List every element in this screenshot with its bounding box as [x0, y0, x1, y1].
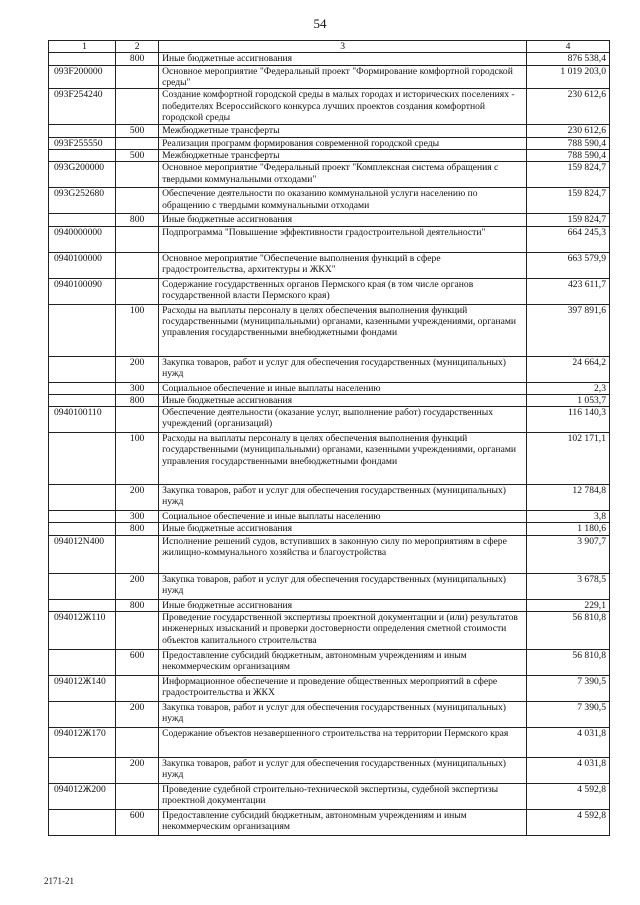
row-amount: 4 031,8 [527, 728, 610, 758]
row-code [49, 433, 116, 485]
table-row [49, 523, 610, 535]
row-name: Основное мероприятие "Федеральный проект "Формирование комфортной городской среды" [159, 65, 527, 89]
row-code [49, 125, 116, 137]
row-expense-type: 200 [116, 573, 159, 599]
table-row [49, 728, 610, 758]
row-amount: 2,3 [527, 382, 610, 394]
row-code: 093G200000 [49, 162, 116, 188]
row-expense-type: 500 [116, 149, 159, 161]
row-name: Расходы на выплаты персоналу в целях обеспечения выполнения функций государственными (муниципальными) органами, казенными учреждениями, органами управления государственными внебюджетными фондами [159, 304, 527, 356]
row-amount: 423 611,7 [527, 278, 610, 304]
row-name: Межбюджетные трансферты [159, 125, 527, 137]
table-row [49, 702, 610, 728]
row-name: Закупка товаров, работ и услуг для обеспечения государственных (муниципальных) нужд [159, 702, 527, 728]
table-row [49, 573, 610, 599]
row-code: 094012N400 [49, 535, 116, 573]
row-name: Иные бюджетные ассигнования [159, 523, 527, 535]
table-row [49, 89, 610, 125]
table-row [49, 433, 610, 485]
table-row [49, 162, 610, 188]
row-expense-type [116, 784, 159, 810]
row-name: Закупка товаров, работ и услуг для обеспечения государственных (муниципальных) нужд [159, 573, 527, 599]
row-amount: 230 612,6 [527, 89, 610, 125]
row-amount: 3 678,5 [527, 573, 610, 599]
row-expense-type [116, 252, 159, 278]
row-code: 0940100000 [49, 252, 116, 278]
row-expense-type: 800 [116, 214, 159, 226]
row-name: Иные бюджетные ассигнования [159, 599, 527, 611]
table-row [49, 599, 610, 611]
row-expense-type: 800 [116, 394, 159, 406]
row-name: Межбюджетные трансферты [159, 149, 527, 161]
row-expense-type: 600 [116, 650, 159, 676]
row-amount: 4 031,8 [527, 758, 610, 784]
table-row [49, 65, 610, 89]
row-expense-type [116, 137, 159, 149]
row-name: Предоставление субсидий бюджетным, автономным учреждениям и иным некоммерческим организациям [159, 810, 527, 836]
row-amount: 788 590,4 [527, 137, 610, 149]
row-amount: 3,8 [527, 511, 610, 523]
row-name: Предоставление субсидий бюджетным, автономным учреждениям и иным некоммерческим организациям [159, 650, 527, 676]
row-name: Основное мероприятие "Федеральный проект "Комплексная система обращения с твердыми коммунальными отходами" [159, 162, 527, 188]
row-name: Закупка товаров, работ и услуг для обеспечения государственных (муниципальных) нужд [159, 758, 527, 784]
row-amount: 24 664,2 [527, 356, 610, 382]
row-expense-type [116, 89, 159, 125]
row-expense-type: 200 [116, 485, 159, 511]
row-code [49, 523, 116, 535]
table-row [49, 758, 610, 784]
row-code: 093G252680 [49, 188, 116, 214]
row-amount: 102 171,1 [527, 433, 610, 485]
row-amount: 159 824,7 [527, 188, 610, 214]
row-code: 0940100090 [49, 278, 116, 304]
table-row [49, 535, 610, 573]
row-code [49, 702, 116, 728]
row-amount: 4 592,8 [527, 784, 610, 810]
row-code [49, 356, 116, 382]
row-amount: 1 053,7 [527, 394, 610, 406]
row-amount: 876 538,4 [527, 53, 610, 65]
row-amount: 7 390,5 [527, 702, 610, 728]
row-name: Создание комфортной городской среды в малых городах и исторических поселениях - победителях Всероссийского конкурса лучших проектов создания комфортной городской среды [159, 89, 527, 125]
header-col-1: 1 [49, 41, 116, 53]
row-expense-type: 200 [116, 758, 159, 784]
row-code: 0940100110 [49, 407, 116, 433]
row-amount: 12 784,8 [527, 485, 610, 511]
row-expense-type [116, 278, 159, 304]
table-row [49, 612, 610, 650]
row-code: 093F200000 [49, 65, 116, 89]
row-code: 0940000000 [49, 226, 116, 252]
row-name: Основное мероприятие "Обеспечение выполнения функций в сфере градостроительства, архитектуры и ЖКХ" [159, 252, 527, 278]
row-amount: 229,1 [527, 599, 610, 611]
row-name: Содержание объектов незавершенного строительства на территории Пермского края [159, 728, 527, 758]
row-amount: 159 824,7 [527, 162, 610, 188]
row-expense-type [116, 728, 159, 758]
row-code: 094012Ж110 [49, 612, 116, 650]
table-row [49, 188, 610, 214]
row-expense-type [116, 226, 159, 252]
row-code [49, 382, 116, 394]
row-code: 094012Ж140 [49, 676, 116, 702]
table-row [49, 252, 610, 278]
row-name: Иные бюджетные ассигнования [159, 394, 527, 406]
row-expense-type [116, 65, 159, 89]
row-amount: 7 390,5 [527, 676, 610, 702]
table-row [49, 53, 610, 65]
row-code [49, 149, 116, 161]
row-expense-type: 100 [116, 433, 159, 485]
row-name: Проведение судебной строительно-технической экспертизы, судебной экспертизы проектной документации [159, 784, 527, 810]
row-amount: 1 019 203,0 [527, 65, 610, 89]
table-row [49, 485, 610, 511]
table-row [49, 407, 610, 433]
row-code [49, 214, 116, 226]
table-header-row [49, 41, 610, 53]
row-code [49, 650, 116, 676]
header-col-3: 3 [159, 41, 527, 53]
row-code [49, 573, 116, 599]
row-expense-type: 800 [116, 53, 159, 65]
row-expense-type [116, 162, 159, 188]
row-code [49, 394, 116, 406]
row-code [49, 485, 116, 511]
row-amount: 788 590,4 [527, 149, 610, 161]
table-row [49, 137, 610, 149]
row-name: Расходы на выплаты персоналу в целях обеспечения выполнения функций государственными (муниципальными) органами, казенными учреждениями, органами управления государственными внебюджетными фондами [159, 433, 527, 485]
row-expense-type [116, 612, 159, 650]
row-name: Обеспечение деятельности (оказание услуг, выполнение работ) государственных учреждений (организаций) [159, 407, 527, 433]
row-code [49, 599, 116, 611]
row-code [49, 304, 116, 356]
row-expense-type: 100 [116, 304, 159, 356]
row-amount: 3 907,7 [527, 535, 610, 573]
table-row [49, 214, 610, 226]
row-amount: 664 245,3 [527, 226, 610, 252]
table-row [49, 125, 610, 137]
table-row [49, 784, 610, 810]
table-row [49, 356, 610, 382]
row-expense-type: 200 [116, 356, 159, 382]
row-name: Иные бюджетные ассигнования [159, 53, 527, 65]
row-code: 094012Ж170 [49, 728, 116, 758]
table-row [49, 676, 610, 702]
row-expense-type [116, 676, 159, 702]
budget-table [48, 40, 610, 836]
row-amount: 116 140,3 [527, 407, 610, 433]
table-row [49, 810, 610, 836]
row-amount: 1 180,6 [527, 523, 610, 535]
row-code [49, 758, 116, 784]
row-code [49, 810, 116, 836]
row-name: Проведение государственной экспертизы проектной документации и (или) результатов инженерных изысканий и проверки достоверности определения сметной стоимости объектов капитального строительства [159, 612, 527, 650]
row-name: Закупка товаров, работ и услуг для обеспечения государственных (муниципальных) нужд [159, 485, 527, 511]
header-col-2: 2 [116, 41, 159, 53]
row-code: 094012Ж200 [49, 784, 116, 810]
row-name: Исполнение решений судов, вступивших в законную силу по мероприятиям в сфере жилищно-коммунального хозяйства и благоустройства [159, 535, 527, 573]
row-code [49, 511, 116, 523]
row-code [49, 53, 116, 65]
row-amount: 663 579,9 [527, 252, 610, 278]
row-amount: 4 592,8 [527, 810, 610, 836]
row-expense-type: 300 [116, 382, 159, 394]
page-number: 54 [313, 16, 327, 31]
row-expense-type [116, 535, 159, 573]
row-expense-type [116, 407, 159, 433]
table-row [49, 382, 610, 394]
row-expense-type: 800 [116, 599, 159, 611]
table-row [49, 394, 610, 406]
row-name: Информационное обеспечение и проведение общественных мероприятий в сфере градостроительства и ЖКХ [159, 676, 527, 702]
row-name: Закупка товаров, работ и услуг для обеспечения государственных (муниципальных) нужд [159, 356, 527, 382]
document-footer-code: 2171-21 [44, 876, 74, 886]
row-code: 093F255550 [49, 137, 116, 149]
row-expense-type: 300 [116, 511, 159, 523]
table-row [49, 226, 610, 252]
row-amount: 56 810,8 [527, 612, 610, 650]
row-expense-type: 200 [116, 702, 159, 728]
row-name: Обеспечение деятельности по оказанию коммунальной услуги населению по обращению с твердыми коммунальными отходами [159, 188, 527, 214]
row-code: 093F254240 [49, 89, 116, 125]
table-row [49, 278, 610, 304]
row-expense-type: 600 [116, 810, 159, 836]
table-row [49, 650, 610, 676]
row-amount: 56 810,8 [527, 650, 610, 676]
row-name: Подпрограмма "Повышение эффективности градостроительной деятельности" [159, 226, 527, 252]
row-name: Социальное обеспечение и иные выплаты населению [159, 382, 527, 394]
row-expense-type: 500 [116, 125, 159, 137]
table-row [49, 149, 610, 161]
row-amount: 159 824,7 [527, 214, 610, 226]
row-amount: 397 891,6 [527, 304, 610, 356]
row-expense-type: 800 [116, 523, 159, 535]
row-amount: 230 612,6 [527, 125, 610, 137]
row-name: Реализация программ формирования современной городской среды [159, 137, 527, 149]
row-name: Социальное обеспечение и иные выплаты населению [159, 511, 527, 523]
row-expense-type [116, 188, 159, 214]
row-name: Иные бюджетные ассигнования [159, 214, 527, 226]
table-row [49, 304, 610, 356]
table-row [49, 511, 610, 523]
header-col-4: 4 [527, 41, 610, 53]
row-name: Содержание государственных органов Пермского края (в том числе органов государственной власти Пермского края) [159, 278, 527, 304]
